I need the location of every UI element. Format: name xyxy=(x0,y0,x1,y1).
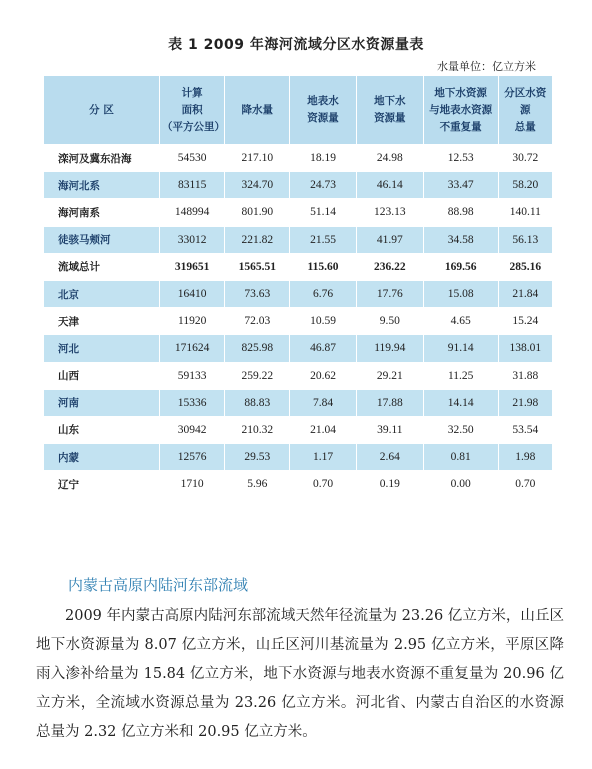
row-label-cell: 天津 xyxy=(44,308,160,335)
water-resources-table xyxy=(44,76,552,497)
row-label-cell: 海河北系 xyxy=(44,172,160,199)
table-cell: 123.13 xyxy=(356,199,423,226)
column-header-line: 总量 xyxy=(514,120,536,133)
table-cell: 1710 xyxy=(160,471,225,498)
row-label-cell: 北京 xyxy=(44,280,160,307)
table-body xyxy=(44,145,552,498)
table-cell: 15.24 xyxy=(498,308,552,335)
column-header xyxy=(225,76,290,145)
column-header-line: 资源量 xyxy=(374,112,406,124)
table-cell: 73.63 xyxy=(225,280,290,307)
table-cell: 10.59 xyxy=(290,308,357,335)
section-paragraph: 2009 年内蒙古高原内陆河东部流域天然年径流量为 23.26 亿立方米，山丘区地下水资源量为 8.07 亿立方米，山丘区河川基流量为 2.95 亿立方米，平原区降雨入渗补给量为 15.84 亿立方米，地下水资源与地表水资源不重复量为 20.96 亿立方米，全流域水资源总量为 23.26 亿立方米。河北省、内蒙古自治区的水资源总量为 2.32 亿立方米和 20.95 亿立方米。 xyxy=(36,608,564,740)
column-header-line: 不重复量 xyxy=(439,120,482,133)
table-cell: 115.60 xyxy=(290,253,357,280)
column-header xyxy=(356,76,423,145)
table-cell: 801.90 xyxy=(225,199,290,226)
table-cell: 5.96 xyxy=(225,471,290,498)
table-header-row xyxy=(44,76,552,145)
table-row xyxy=(44,362,552,389)
table-cell: 11920 xyxy=(160,308,225,335)
table-cell: 4.65 xyxy=(423,308,498,335)
table-row xyxy=(44,172,552,199)
table-cell: 12576 xyxy=(160,444,225,471)
table-cell: 46.14 xyxy=(356,172,423,199)
table-cell: 0.81 xyxy=(423,444,498,471)
table-cell: 7.84 xyxy=(290,389,357,416)
table-row xyxy=(44,226,552,253)
table-cell: 21.04 xyxy=(290,416,357,443)
column-header xyxy=(498,76,552,145)
table-row xyxy=(44,444,552,471)
table-cell: 46.87 xyxy=(290,335,357,362)
table-cell: 14.14 xyxy=(423,389,498,416)
column-header-line: 计算 xyxy=(181,86,203,99)
table-cell: 88.83 xyxy=(225,389,290,416)
table-cell: 2.64 xyxy=(356,444,423,471)
table-cell: 51.14 xyxy=(290,199,357,226)
column-header-line: 分 区 xyxy=(89,103,114,116)
table-cell: 12.53 xyxy=(423,145,498,172)
table-cell: 91.14 xyxy=(423,335,498,362)
column-header-line: （平方公里） xyxy=(162,120,225,133)
column-header-line: 与地表水资源 xyxy=(429,103,493,116)
table-cell: 41.97 xyxy=(356,226,423,253)
table-cell: 148994 xyxy=(160,199,225,226)
column-header xyxy=(423,76,498,145)
table-cell: 11.25 xyxy=(423,362,498,389)
table-cell: 9.50 xyxy=(356,308,423,335)
column-header xyxy=(160,76,225,145)
table-cell: 88.98 xyxy=(423,199,498,226)
row-label-cell: 海河南系 xyxy=(44,199,160,226)
row-label-cell: 徒骇马颊河 xyxy=(44,226,160,253)
table-title: 表 1 2009 年海河流域分区水资源量表 xyxy=(168,37,424,53)
table-cell: 53.54 xyxy=(498,416,552,443)
row-label-cell: 流域总计 xyxy=(44,253,160,280)
table-cell: 217.10 xyxy=(225,145,290,172)
row-label-cell: 内蒙 xyxy=(44,444,160,471)
table-cell: 24.73 xyxy=(290,172,357,199)
table-cell: 34.58 xyxy=(423,226,498,253)
table-cell: 33012 xyxy=(160,226,225,253)
table-cell: 285.16 xyxy=(498,253,552,280)
table-row xyxy=(44,280,552,307)
table-cell: 21.98 xyxy=(498,389,552,416)
table-cell: 72.03 xyxy=(225,308,290,335)
table-cell: 221.82 xyxy=(225,226,290,253)
table-cell: 138.01 xyxy=(498,335,552,362)
table-cell: 1.17 xyxy=(290,444,357,471)
table-cell: 30.72 xyxy=(498,145,552,172)
table-cell: 18.19 xyxy=(290,145,357,172)
row-label-cell: 山西 xyxy=(44,362,160,389)
column-header-line: 地下水资源 xyxy=(434,86,487,99)
section-heading: 内蒙古高原内陆河东部流域 xyxy=(68,576,249,594)
row-label-cell: 河南 xyxy=(44,389,160,416)
table-cell: 24.98 xyxy=(356,145,423,172)
table-cell: 119.94 xyxy=(356,335,423,362)
table-cell: 83115 xyxy=(160,172,225,199)
table-row xyxy=(44,335,552,362)
table-cell: 0.70 xyxy=(498,471,552,498)
table-cell: 1565.51 xyxy=(225,253,290,280)
table-cell: 16410 xyxy=(160,280,225,307)
table-row xyxy=(44,145,552,172)
table-cell: 825.98 xyxy=(225,335,290,362)
column-header xyxy=(290,76,357,145)
table-cell: 29.53 xyxy=(225,444,290,471)
table-cell: 171624 xyxy=(160,335,225,362)
column-header-line: 地下水 xyxy=(374,95,406,107)
table-cell: 29.21 xyxy=(356,362,423,389)
table-row xyxy=(44,416,552,443)
table-row xyxy=(44,389,552,416)
table-row xyxy=(44,199,552,226)
table-cell: 17.76 xyxy=(356,280,423,307)
table-cell: 1.98 xyxy=(498,444,552,471)
row-label-cell: 河北 xyxy=(44,335,160,362)
table-cell: 15.08 xyxy=(423,280,498,307)
table-cell: 0.70 xyxy=(290,471,357,498)
row-label-cell: 滦河及冀东沿海 xyxy=(44,145,160,172)
table-cell: 0.19 xyxy=(356,471,423,498)
table-cell: 236.22 xyxy=(356,253,423,280)
table-row xyxy=(44,471,552,498)
table-cell: 39.11 xyxy=(356,416,423,443)
table-cell: 6.76 xyxy=(290,280,357,307)
column-header-line: 分区水资源 xyxy=(504,86,547,116)
table-row xyxy=(44,308,552,335)
column-header-line: 资源量 xyxy=(307,112,339,124)
table-cell: 20.62 xyxy=(290,362,357,389)
table-cell: 33.47 xyxy=(423,172,498,199)
row-label-cell: 辽宁 xyxy=(44,471,160,498)
column-header-line: 面积 xyxy=(181,103,203,116)
table-cell: 30942 xyxy=(160,416,225,443)
unit-note: 水量单位：亿立方米 xyxy=(437,60,536,73)
table-cell: 324.70 xyxy=(225,172,290,199)
table-cell: 54530 xyxy=(160,145,225,172)
table-cell: 319651 xyxy=(160,253,225,280)
column-header xyxy=(44,76,160,145)
table-cell: 17.88 xyxy=(356,389,423,416)
table-cell: 169.56 xyxy=(423,253,498,280)
table-cell: 0.00 xyxy=(423,471,498,498)
table-cell: 31.88 xyxy=(498,362,552,389)
table-cell: 259.22 xyxy=(225,362,290,389)
table-cell: 32.50 xyxy=(423,416,498,443)
column-header-line: 地表水 xyxy=(307,95,339,107)
table-cell: 58.20 xyxy=(498,172,552,199)
table-cell: 56.13 xyxy=(498,226,552,253)
table-cell: 59133 xyxy=(160,362,225,389)
table-cell: 210.32 xyxy=(225,416,290,443)
row-label-cell: 山东 xyxy=(44,416,160,443)
table-cell: 21.84 xyxy=(498,280,552,307)
table-cell: 140.11 xyxy=(498,199,552,226)
column-header-line: 降水量 xyxy=(241,103,273,116)
table-row xyxy=(44,253,552,280)
table-cell: 15336 xyxy=(160,389,225,416)
table-cell: 21.55 xyxy=(290,226,357,253)
